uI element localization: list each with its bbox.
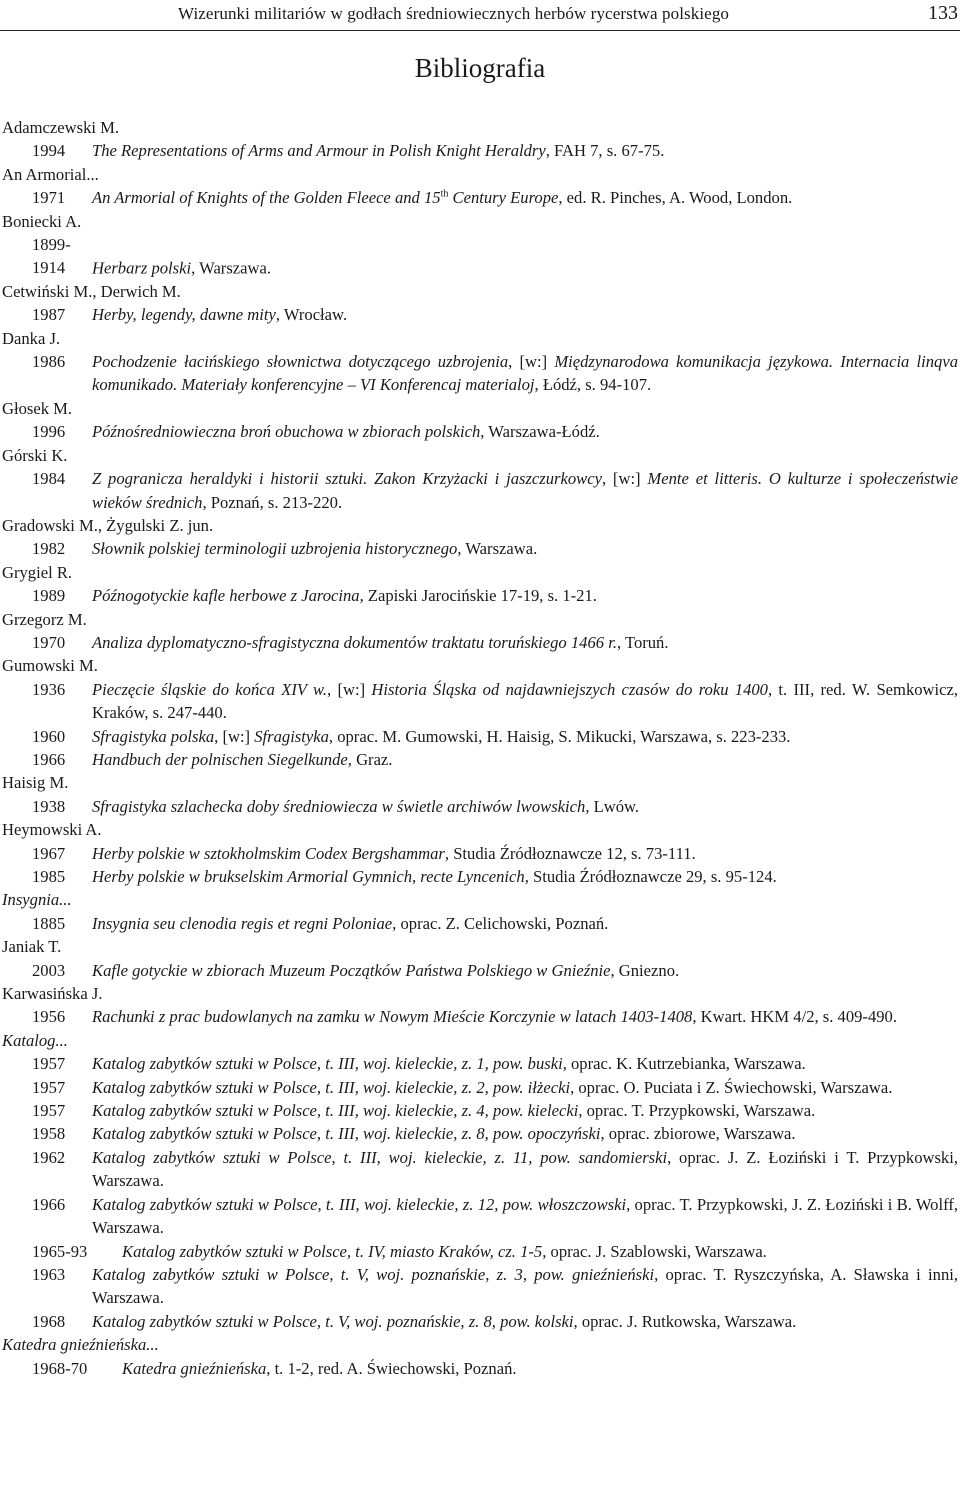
entry-title: Słownik polskiej terminologii uzbrojenia historycznego <box>92 539 458 559</box>
entry-title: Sfragistyka szlachecka doby średniowiecza w świetle archiwów lwowskich <box>92 796 586 816</box>
entry-title-continued: Century Europe <box>448 188 559 208</box>
entry-source-title: Sfragistyka <box>254 726 329 746</box>
entry-title: Kafle gotyckie w zbiorach Muzeum Początków Państwa Polskiego w Gnieźnie <box>92 960 611 980</box>
entry-details: , Graz. <box>347 749 393 769</box>
entry-details: , Kwart. HKM 4/2, s. 409-490. <box>692 1007 898 1027</box>
author-name <box>2 888 958 911</box>
entry-details: , t. 1-2, red. A. Świechowski, Poznań. <box>266 1358 517 1378</box>
bibliography-list <box>2 116 958 1380</box>
entry-year: 1885 <box>32 913 66 933</box>
entry-details: , Warszawa. <box>457 539 538 559</box>
bibliography-entry <box>2 795 958 818</box>
author-name <box>2 608 958 631</box>
author-label: Insygnia... <box>2 890 72 910</box>
entry-year: 1984 <box>32 469 66 489</box>
entry-year: 1936 <box>32 679 66 699</box>
entry-title: Herbarz polski <box>92 258 192 278</box>
author-label: Gumowski M. <box>2 656 98 676</box>
bibliography-entry <box>2 1076 958 1099</box>
bibliography-entry <box>2 1099 958 1122</box>
entry-title: Sfragistyka polska <box>92 726 215 746</box>
entry-year: 1957 <box>32 1077 66 1097</box>
author-name <box>2 163 958 186</box>
bibliography-entry <box>2 1146 958 1193</box>
author-name <box>2 1029 958 1052</box>
author-label: Gradowski M., Żygulski Z. jun. <box>2 515 214 535</box>
bibliography-entry <box>2 1122 958 1145</box>
entry-details: , Warszawa. <box>191 258 272 278</box>
bibliography-entry <box>2 1263 958 1310</box>
entry-title: Katalog zabytków sztuki w Polsce, t. V, woj. poznańskie, z. 8, pow. kolski <box>92 1311 574 1331</box>
entry-title: Późnogotyckie kafle herbowe z Jarocina <box>92 586 360 606</box>
entry-details: , oprac. zbiorowe, Warszawa. <box>600 1124 796 1144</box>
entry-details: , oprac. T. Przypkowski, J. Z. Łoziński i B. Wolff, Warszawa. <box>92 1194 958 1238</box>
entry-details: , Warszawa-Łódź. <box>480 422 600 442</box>
bibliography-entry <box>2 139 958 162</box>
entry-details: , oprac. J. Rutkowska, Warszawa. <box>573 1311 797 1331</box>
entry-year: 1966 <box>32 1194 66 1214</box>
entry-details: , FAH 7, s. 67-75. <box>545 141 665 161</box>
page-header <box>0 0 960 31</box>
author-name <box>2 654 958 677</box>
bibliography-entry <box>2 303 958 326</box>
author-label: Grzegorz M. <box>2 609 87 629</box>
entry-title: An Armorial of Knights of the Golden Fleece and 15 <box>92 188 441 208</box>
author-label: Grygiel R. <box>2 562 73 582</box>
author-label: An Armorial... <box>2 164 99 184</box>
entry-year: 1967 <box>32 843 66 863</box>
author-name <box>2 935 958 958</box>
author-label: Janiak T. <box>2 937 62 957</box>
entry-year: 1987 <box>32 305 66 325</box>
author-name <box>2 982 958 1005</box>
entry-details: , [w:] <box>214 726 255 746</box>
entry-year: 2003 <box>32 960 66 980</box>
entry-title: Herby polskie w sztokholmskim Codex Bergshammar <box>92 843 445 863</box>
bibliography-entry <box>2 1005 958 1028</box>
entry-title: Katalog zabytków sztuki w Polsce, t. V, woj. poznańskie, z. 3, pow. gnieźnieński <box>92 1264 655 1284</box>
entry-year: 1994 <box>32 141 66 161</box>
entry-details: , oprac. Z. Celichowski, Poznań. <box>392 913 609 933</box>
author-name <box>2 210 958 233</box>
entry-title: Późnośredniowieczna broń obuchowa w zbiorach polskich <box>92 422 481 442</box>
author-label: Katedra gnieźnieńska... <box>2 1335 159 1355</box>
author-name <box>2 444 958 467</box>
entry-details: , Studia Źródłoznawcze 29, s. 95-124. <box>524 867 777 886</box>
author-label: Głosek M. <box>2 398 73 418</box>
entry-details: , oprac. K. Kutrzebianka, Warszawa. <box>562 1054 806 1074</box>
bibliography-entry <box>2 912 958 935</box>
page-number: 133 <box>928 2 958 24</box>
bibliography-entry <box>2 678 958 725</box>
bibliography-entry <box>2 1240 958 1263</box>
author-name <box>2 280 958 303</box>
entry-source-title: Mente et litteris. O kulturze i społeczeństwie wieków średnich <box>92 469 959 512</box>
author-name <box>2 771 958 794</box>
entry-year: 1957 <box>32 1101 66 1121</box>
entry-title: Pieczęcie śląskie do końca XIV w. <box>92 679 328 699</box>
entry-details: , [w:] <box>508 352 555 372</box>
entry-details: , Lwów. <box>585 796 640 816</box>
author-label: Karwasińska J. <box>2 984 103 1004</box>
entry-year: 1960 <box>32 726 66 746</box>
author-label: Haisig M. <box>2 773 69 793</box>
entry-details: , oprac. J. Z. Łoziński i T. Przypkowski, Warszawa. <box>92 1147 958 1191</box>
entry-year: 1956 <box>32 1007 66 1027</box>
entry-title: Z pogranicza heraldyki i historii sztuki. Zakon Krzyżacki i jaszczurkowcy <box>92 469 602 489</box>
entry-title: Herby, legendy, dawne mity <box>92 305 276 325</box>
author-label: Katalog... <box>2 1030 68 1050</box>
entry-details-continued: , Łódź, s. 94-107. <box>534 375 652 395</box>
entry-title: Katalog zabytków sztuki w Polsce, t. III, woj. kieleckie, z. 1, pow. buski <box>92 1054 563 1074</box>
bibliography-entry <box>2 584 958 607</box>
author-name <box>2 1333 958 1356</box>
entry-year: 1962 <box>32 1147 66 1167</box>
bibliography-entry <box>2 1052 958 1075</box>
entry-year: 1938 <box>32 796 66 816</box>
author-label: Cetwiński M., Derwich M. <box>2 281 181 301</box>
author-name <box>2 327 958 350</box>
bibliography-entry <box>2 420 958 443</box>
entry-year: 1968-70 <box>32 1358 88 1378</box>
entry-year: 1958 <box>32 1124 66 1144</box>
entry-details: , ed. R. Pinches, A. Wood, London. <box>558 188 793 208</box>
bibliography-entry <box>2 748 958 771</box>
entry-year: 1965-93 <box>32 1241 88 1261</box>
entry-title: Katalog zabytków sztuki w Polsce, t. III, woj. kieleckie, z. 4, pow. kielecki <box>92 1101 579 1121</box>
bibliography-entry <box>2 1193 958 1240</box>
entry-title: Pochodzenie łacińskiego słownictwa dotyczącego uzbrojenia <box>92 352 509 372</box>
bibliography-entry <box>2 233 958 280</box>
author-name <box>2 397 958 420</box>
entry-details: , Toruń. <box>616 632 669 652</box>
entry-year: 1968 <box>32 1311 66 1331</box>
entry-title: Analiza dyplomatyczno-sfragistyczna dokumentów traktatu toruńskiego 1466 r. <box>92 632 617 652</box>
bibliography-entry <box>2 842 958 865</box>
bibliography-entry <box>2 467 958 514</box>
entry-year: 1970 <box>32 632 66 652</box>
entry-title: Katedra gnieźnieńska <box>122 1358 267 1378</box>
entry-details: , Wrocław. <box>275 305 348 325</box>
author-name <box>2 818 958 841</box>
entry-details-continued: , t. III, red. W. Semkowicz, Kraków, s. 247-440. <box>92 679 959 723</box>
entry-title: Katalog zabytków sztuki w Polsce, t. IV, miasto Kraków, cz. 1-5 <box>122 1241 543 1261</box>
entry-details: , oprac. T. Ryszczyńska, A. Sławska i inni, Warszawa. <box>92 1264 958 1308</box>
entry-details-continued: , oprac. M. Gumowski, H. Haisig, S. Mikucki, Warszawa, s. 223-233. <box>328 726 791 746</box>
entry-details-continued: , Poznań, s. 213-220. <box>202 492 343 512</box>
author-name <box>2 116 958 139</box>
entry-details: , oprac. T. Przypkowski, Warszawa. <box>578 1101 816 1121</box>
bibliography-entry <box>2 350 958 397</box>
entry-year: 1989 <box>32 586 66 606</box>
entry-year: 1996 <box>32 422 66 442</box>
entry-year: 1957 <box>32 1054 66 1074</box>
entry-title: Rachunki z prac budowlanych na zamku w Nowym Mieście Korczynie w latach 1403-1408 <box>92 1007 693 1027</box>
entry-superscript: th <box>440 188 449 200</box>
entry-year: 1966 <box>32 749 66 769</box>
bibliography-entry <box>2 725 958 748</box>
author-name <box>2 514 958 537</box>
entry-title: Katalog zabytków sztuki w Polsce, t. III, woj. kieleckie, z. 2, pow. iłżecki <box>92 1077 571 1097</box>
entry-year: 1963 <box>32 1264 66 1284</box>
entry-source-title: Międzynarodowa komunikacja językowa. Internacia linqva komunikado. Materiały konferencyjne – VI Konferencaj materialoj <box>92 352 959 395</box>
bibliography-entry <box>2 537 958 560</box>
bibliography-entry <box>2 1310 958 1333</box>
entry-title: Katalog zabytków sztuki w Polsce, t. III, woj. kieleckie, z. 11, pow. sandomierski <box>92 1147 668 1167</box>
entry-title: Katalog zabytków sztuki w Polsce, t. III, woj. kieleckie, z. 8, pow. opoczyński <box>92 1124 601 1144</box>
running-title: Wizerunki militariów w godłach średniowiecznych herbów rycerstwa polskiego <box>178 4 730 23</box>
entry-year: 1971 <box>32 188 66 208</box>
author-label: Danka J. <box>2 328 61 348</box>
author-label: Boniecki A. <box>2 211 82 231</box>
entry-details: , oprac. J. Szablowski, Warszawa. <box>542 1241 767 1261</box>
entry-source-title: Historia Śląska od najdawniejszych czasów do roku 1400 <box>371 679 768 699</box>
author-label: Górski K. <box>2 445 68 465</box>
bibliography-entry <box>2 186 958 209</box>
bibliography-entry <box>2 1357 958 1380</box>
entry-year: 1982 <box>32 539 66 559</box>
entry-title: Herby polskie w brukselskim Armorial Gymnich, recte Lyncenich <box>92 867 525 886</box>
author-name <box>2 561 958 584</box>
author-label: Adamczewski M. <box>2 118 120 137</box>
entry-details: , Gniezno. <box>610 960 680 980</box>
bibliography-entry <box>2 865 958 888</box>
entry-title: Handbuch der polnischen Siegelkunde <box>92 749 348 769</box>
entry-details: , Studia Źródłoznawcze 12, s. 73-111. <box>444 843 696 863</box>
author-label: Heymowski A. <box>2 820 102 840</box>
entry-title: The Representations of Arms and Armour in Polish Knight Heraldry <box>92 141 546 161</box>
bibliography-entry <box>2 631 958 654</box>
entry-details: , [w:] <box>601 469 648 489</box>
entry-year: 1985 <box>32 867 66 886</box>
section-title: Bibliografia <box>414 53 546 83</box>
entry-title: Insygnia seu clenodia regis et regni Poloniae <box>92 913 393 933</box>
entry-title: Katalog zabytków sztuki w Polsce, t. III, woj. kieleckie, z. 12, pow. włoszczowski <box>92 1194 627 1214</box>
entry-details: , [w:] <box>327 679 372 699</box>
entry-year: 1986 <box>32 352 66 372</box>
entry-details: , Zapiski Jarocińskie 17-19, s. 1-21. <box>359 586 597 606</box>
entry-year: 1899-1914 <box>32 235 71 278</box>
entry-details: , oprac. O. Puciata i Z. Świechowski, Warszawa. <box>570 1077 893 1097</box>
bibliography-entry <box>2 959 958 982</box>
